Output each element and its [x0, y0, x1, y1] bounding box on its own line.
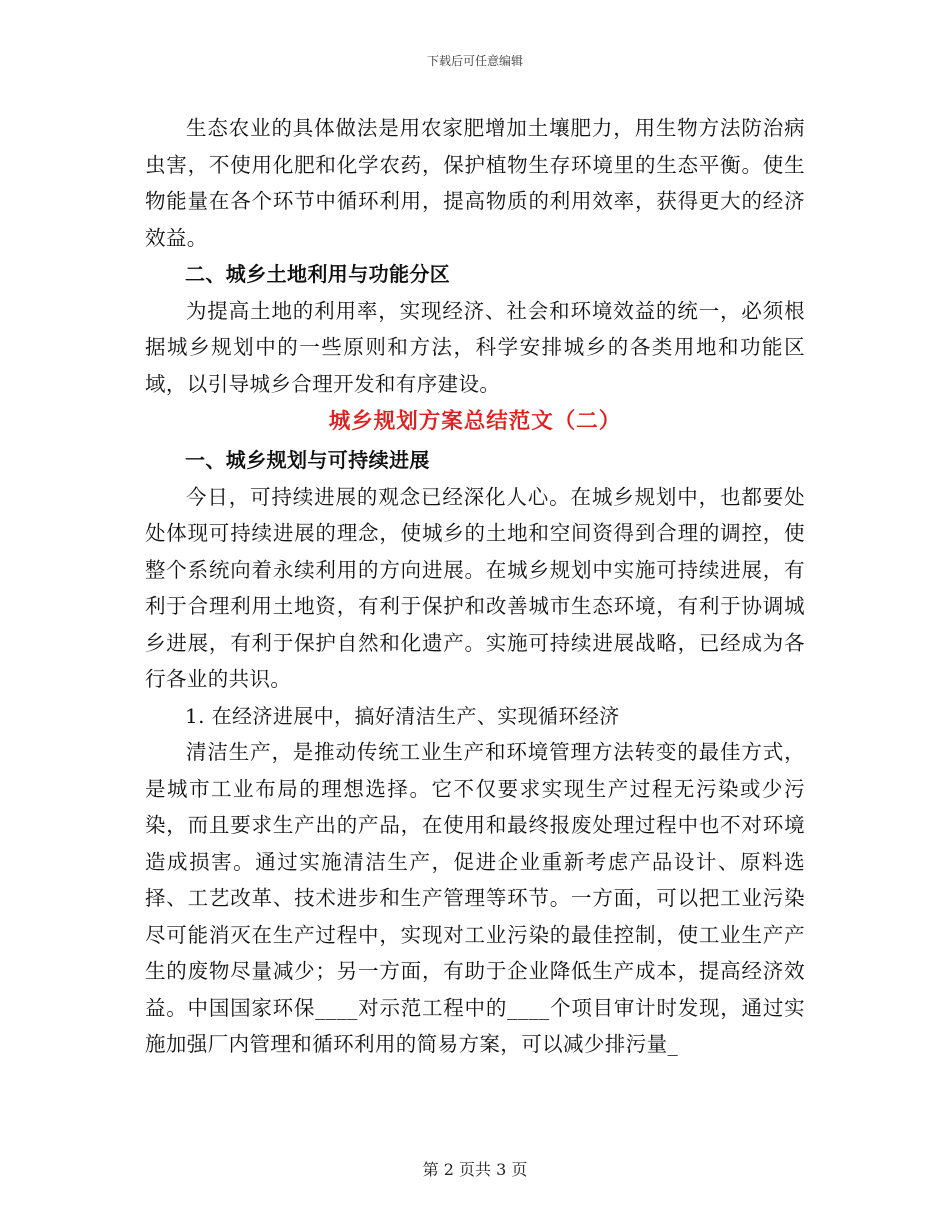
document-title: 城乡规划方案总结范文（二）: [328, 409, 622, 434]
document-body: [145, 110, 805, 1063]
paragraph-clean-production: 清洁生产，是推动传统工业生产和环境管理方法转变的最佳方式，是城市工业布局的理想选择。它不仅要求实现生产过程无污染或少污染，而且要求生产出的产品，在使用和最终报废处理过程中也不对环境造成损害。通过实施清洁生产，促进企业重新考虑产品设计、原料选择、工艺改革、技术进步和生产管理等环节。一方面，可以把工业污染尽可能消灭在生产过程中，实现对工业污染的最佳控制，使工业生产产生的废物尽量减少；另一方面，有助于企业降低生产成本，提高经济效益。中国国家环保____对示范工程中的____个项目审计时发现，通过实施加强厂内管理和循环利用的简易方案，可以减少排污量_: [145, 740, 805, 1056]
paragraph-sustainable: 今日，可持续进展的观念已经深化人心。在城乡规划中，也都要处处体现可持续进展的理念，使城乡的土地和空间资得到合理的调控，使整个系统向着永续利用的方向进展。在城乡规划中实施可持续进展，有利于合理利用土地资，有利于保护和改善城市生态环境，有利于协调城乡进展，有利于保护自然和化遗产。实施可持续进展战略，已经成为各行各业的共识。: [145, 484, 805, 691]
page-footer: 第 2 页共 3 页: [422, 1160, 528, 1179]
section-heading-land-use: 二、城乡土地利用与功能分区: [185, 262, 451, 286]
paragraph-land-use: 为提高土地的利用率，实现经济、社会和环境效益的统一，必须根据城乡规划中的一些原则和方法，科学安排城乡的各类用地和功能区域，以引导城乡合理开发和有序建设。: [145, 298, 805, 396]
page-header: 下载后可任意编辑: [426, 54, 523, 68]
section-heading-sustainable: 一、城乡规划与可持续进展: [185, 448, 430, 472]
list-item-clean-production: 1. 在经济进展中，搞好清洁生产、实现循环经济: [185, 703, 620, 728]
paragraph-eco-agriculture: 生态农业的具体做法是用农家肥增加土壤肥力，用生物方法防治病虫害，不使用化肥和化学农药，保护植物生存环境里的生态平衡。使生物能量在各个环节中循环利用，提高物质的利用效率，获得更大的经济效益。: [145, 116, 805, 250]
